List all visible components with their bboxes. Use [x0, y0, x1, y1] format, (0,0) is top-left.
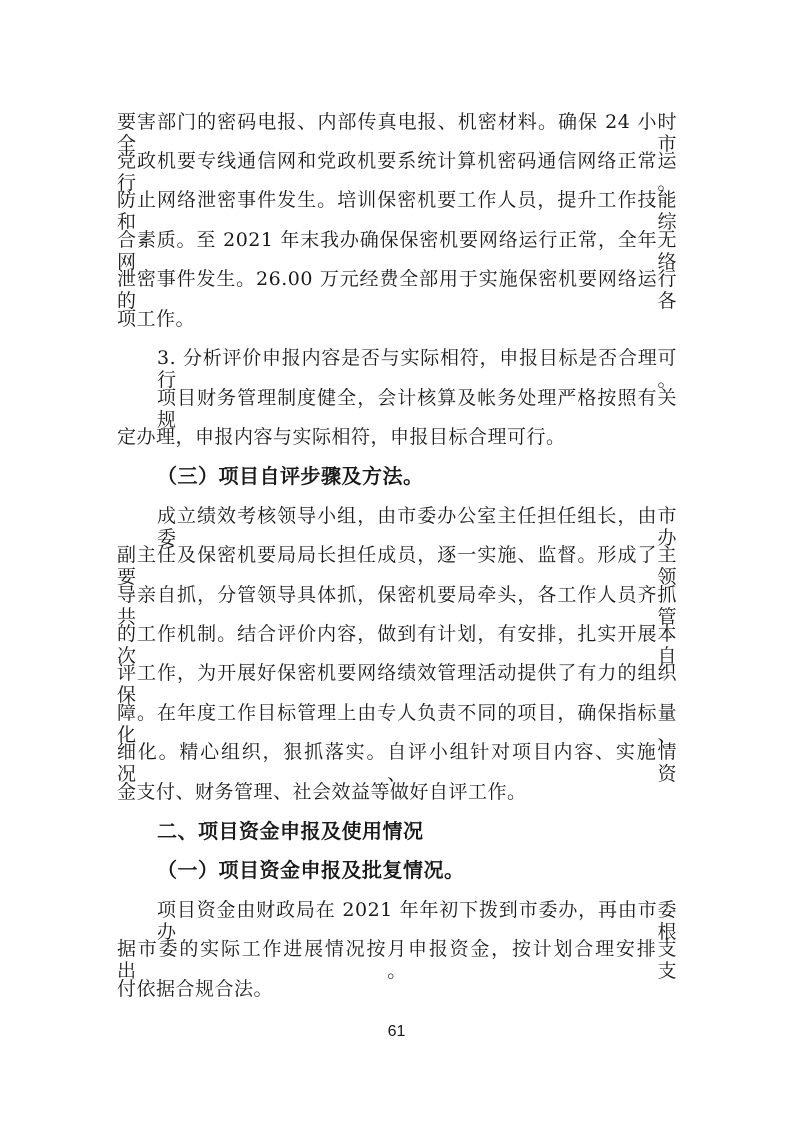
body-line-4: 合素质。至 2021 年末我办确保保密机要网络运行正常，全年无网络 [117, 229, 677, 273]
body-line-2: 党政机要专线通信网和党政机要系统计算机密码通信网络正常运行。 [117, 150, 677, 194]
funding-line-3: 付依据合规合法。 [117, 978, 274, 1000]
page-number: 61 [387, 1023, 406, 1040]
body-line-3: 防止网络泄密事件发生。培训保密机要工作人员，提升工作技能和综 [117, 189, 677, 233]
paragraph-line-2: 定办理，申报内容与实际相符，申报目标合理可行。 [117, 426, 566, 448]
steps-line-7: 细化。精心组织，狠抓落实。自评小组针对项目内容、实施情况、资 [117, 741, 677, 785]
chapter-heading-2: 二、项目资金申报及使用情况 [157, 819, 424, 843]
steps-line-1: 成立绩效考核领导小组，由市委办公室主任担任组长，由市委办 [157, 505, 677, 549]
paragraph-line-1: 项目财务管理制度健全，会计核算及帐务处理严格按照有关规 [157, 387, 677, 431]
section-heading-3: （三）项目自评步骤及方法。 [157, 464, 424, 488]
steps-line-6: 障。在年度工作目标管理上由专人负责不同的项目，确保指标量化、 [117, 702, 677, 746]
steps-line-2: 副主任及保密机要局局长担任成员，逐一实施、监督。形成了主要领 [117, 544, 677, 588]
body-line-1: 要害部门的密码电报、内部传真电报、机密材料。确保 24 小时全市 [117, 111, 677, 155]
body-line-5: 泄密事件发生。26.00 万元经费全部用于实施保密机要网络运行的各 [117, 268, 677, 312]
list-item-3: 3. 分析评价申报内容是否与实际相符，申报目标是否合理可行。 [157, 347, 677, 391]
steps-line-3: 导亲自抓，分管领导具体抓，保密机要局牵头，各工作人员齐抓共管 [117, 584, 677, 628]
funding-line-2: 据市委的实际工作进展情况按月申报资金，按计划合理安排支出。支 [117, 938, 677, 982]
body-line-6: 项工作。 [117, 308, 196, 330]
steps-line-5: 评工作，为开展好保密机要网络绩效管理活动提供了有力的组织保 [117, 662, 677, 706]
section-heading-1: （一）项目资金申报及批复情况。 [157, 858, 465, 882]
steps-line-4: 的工作机制。结合评价内容，做到有计划，有安排，扎实开展本次自 [117, 623, 677, 667]
steps-line-8: 金支付、财务管理、社会效益等做好自评工作。 [117, 781, 527, 803]
funding-line-1: 项目资金由财政局在 2021 年年初下拨到市委办，再由市委办根 [157, 899, 677, 943]
